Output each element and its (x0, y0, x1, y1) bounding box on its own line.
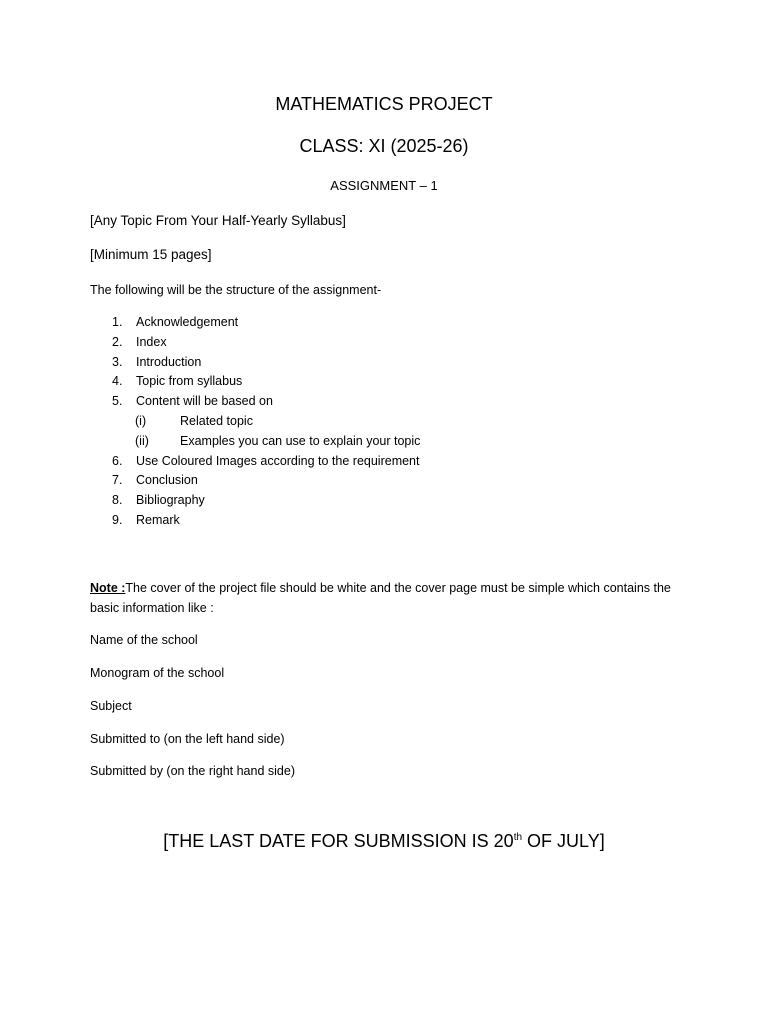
list-item (112, 452, 420, 472)
list-item (112, 372, 420, 392)
note-text: The cover of the project file should be white and the cover page must be simple which contains the basic information like : (90, 581, 671, 615)
list-item-number: 3. (112, 354, 123, 369)
list-item-number: 8. (112, 493, 123, 508)
assignment-number: ASSIGNMENT – 1 (330, 178, 438, 193)
cover-info-subject: Subject (90, 699, 132, 713)
sub-list-item-label: Related topic (180, 413, 253, 428)
list-item-label: Bibliography (136, 493, 205, 508)
deadline-text-start: [THE LAST DATE FOR SUBMISSION IS 20 (163, 831, 514, 851)
cover-info-submitted-to: Submitted to (on the left hand side) (90, 732, 285, 746)
list-item-label: Acknowledgement (136, 315, 239, 329)
deadline-ordinal-suffix: th (513, 832, 523, 843)
list-item-number: 6. (112, 453, 123, 468)
list-item-label: Introduction (136, 354, 202, 369)
list-item-number: 7. (112, 473, 123, 488)
sub-list-item (112, 412, 420, 432)
list-item (112, 491, 420, 511)
list-item-label: Content will be based on (136, 394, 273, 409)
list-item-label: Conclusion (136, 473, 198, 488)
list-item-label: Index (136, 334, 167, 349)
page-title: MATHEMATICS PROJECT (275, 94, 493, 114)
submission-deadline (0, 831, 768, 852)
list-item-number: 1. (112, 315, 123, 329)
deadline-text-end: OF JULY] (522, 831, 605, 851)
list-item (112, 353, 420, 373)
cover-info-monogram: Monogram of the school (90, 666, 225, 680)
structure-list (112, 313, 420, 531)
list-item (112, 313, 420, 333)
list-item (112, 511, 420, 531)
note-label: Note : (90, 581, 126, 595)
list-item-number: 2. (112, 334, 123, 349)
pages-requirement: [Minimum 15 pages] (90, 247, 212, 262)
list-item-label: Remark (136, 512, 180, 527)
note-paragraph (90, 579, 690, 618)
list-item-number: 5. (112, 394, 123, 409)
list-item-number: 9. (112, 512, 123, 527)
list-item-number: 4. (112, 374, 123, 389)
list-item (112, 333, 420, 353)
structure-intro: The following will be the structure of the assignment- (90, 283, 382, 297)
list-item-label: Topic from syllabus (136, 374, 243, 389)
list-item (112, 392, 420, 412)
sub-list-item-number: (i) (135, 413, 147, 428)
class-line: CLASS: XI (2025-26) (299, 136, 469, 156)
list-item-label: Use Coloured Images according to the requirement (136, 453, 420, 468)
cover-info-school-name: Name of the school (90, 633, 198, 647)
sub-list-item-label: Examples you can use to explain your topic (180, 433, 421, 448)
list-item (112, 471, 420, 491)
sub-list-item-number: (ii) (135, 433, 149, 448)
topic-requirement: [Any Topic From Your Half-Yearly Syllabus] (90, 213, 346, 228)
cover-info-submitted-by: Submitted by (on the right hand side) (90, 764, 295, 778)
sub-list-item (112, 432, 420, 452)
